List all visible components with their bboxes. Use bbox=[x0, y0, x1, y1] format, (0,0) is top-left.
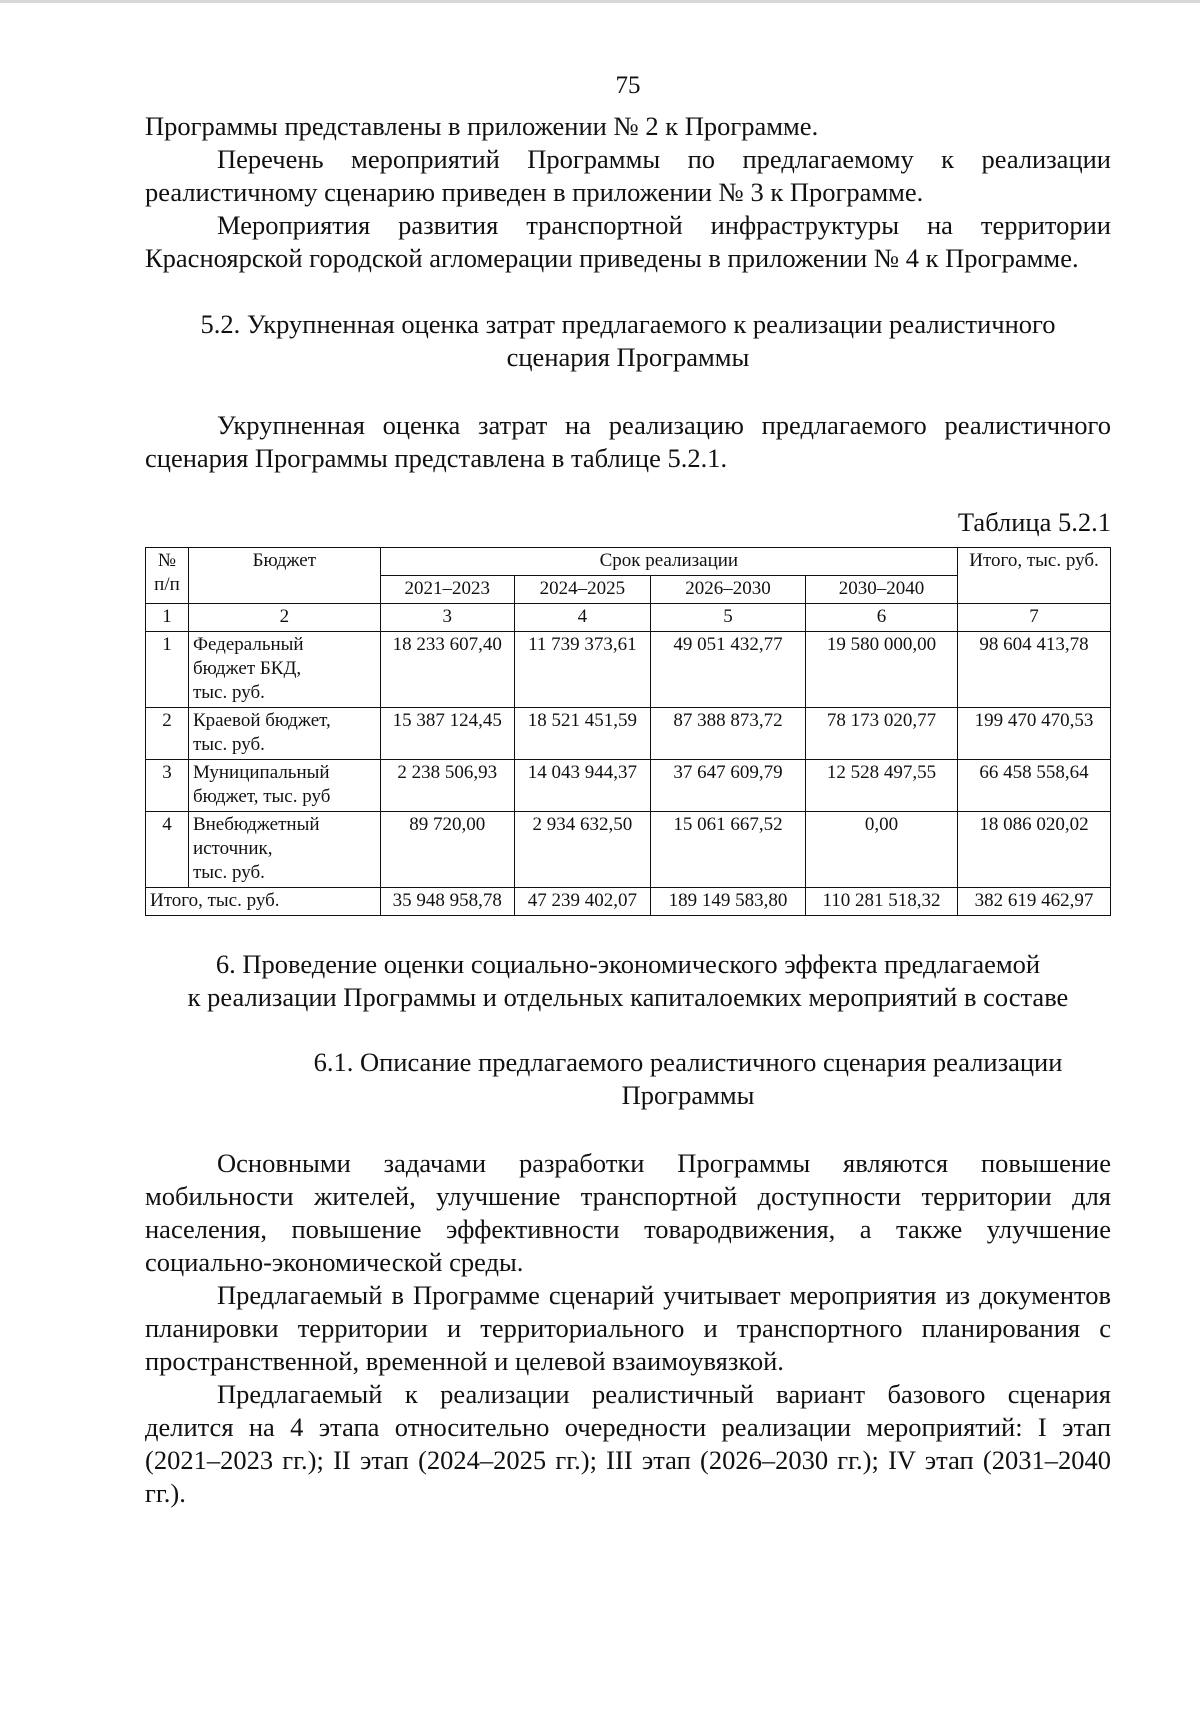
row-budget-name bbox=[188, 708, 380, 760]
row-budget-name-line: Муниципальный bbox=[192, 762, 330, 783]
row-total: 66 458 558,64 bbox=[958, 760, 1111, 812]
row-total: 98 604 413,78 bbox=[958, 632, 1111, 708]
index-cell: 1 bbox=[146, 604, 189, 632]
totals-label: Итого, тыс. руб. bbox=[146, 888, 381, 916]
header-period-4: 2030–2040 bbox=[806, 576, 958, 604]
index-cell: 3 bbox=[380, 604, 514, 632]
budget-table bbox=[145, 547, 1111, 916]
section-6-1-paragraph-2: Предлагаемый в Программе сценарий учитывает мероприятия из документов планировки территории и территориального и транспортного планирования с пространственной, временной и целевой взаимоувязкой. bbox=[145, 1280, 1111, 1376]
row-value: 15 061 667,52 bbox=[651, 812, 806, 888]
table-totals-row bbox=[146, 888, 1111, 916]
row-num: 3 bbox=[146, 760, 189, 812]
totals-value: 189 149 583,80 bbox=[651, 888, 806, 916]
row-value: 19 580 000,00 bbox=[806, 632, 958, 708]
index-cell: 5 bbox=[651, 604, 806, 632]
section-6-1-heading bbox=[145, 1046, 1111, 1112]
row-total: 18 086 020,02 bbox=[958, 812, 1111, 888]
section-6-heading bbox=[145, 948, 1111, 1014]
totals-value: 47 239 402,07 bbox=[514, 888, 650, 916]
row-num: 1 bbox=[146, 632, 189, 708]
header-budget: Бюджет bbox=[188, 548, 380, 604]
table-row bbox=[146, 708, 1111, 760]
section-5-2-heading-line2: сценария Программы bbox=[506, 342, 750, 372]
index-cell: 7 bbox=[958, 604, 1111, 632]
table-row bbox=[146, 812, 1111, 888]
section-6-1-heading-line2: Программы bbox=[621, 1080, 755, 1110]
header-period-1: 2021–2023 bbox=[380, 576, 514, 604]
row-value: 11 739 373,61 bbox=[514, 632, 650, 708]
row-value: 0,00 bbox=[806, 812, 958, 888]
row-value: 87 388 873,72 bbox=[651, 708, 806, 760]
row-budget-name-line: Федеральный bbox=[192, 634, 304, 655]
row-budget-name-line: Краевой бюджет, bbox=[192, 710, 331, 731]
section-5-2-heading bbox=[145, 308, 1111, 374]
row-budget-name-line: источник, bbox=[192, 838, 273, 859]
index-cell: 4 bbox=[514, 604, 650, 632]
totals-value: 35 948 958,78 bbox=[380, 888, 514, 916]
section-6-1-paragraph-3: Предлагаемый к реализации реалистичный вариант базового сценария делится на 4 этапа относительно очередности реализации мероприятий: I этап (2021–2023 гг.); II этап (2024–2025 гг.); III этап (2026–2030 гг.); IV этап (2031–2040 гг.). bbox=[145, 1379, 1111, 1508]
row-total: 199 470 470,53 bbox=[958, 708, 1111, 760]
row-budget-name-line: бюджет, тыс. руб bbox=[192, 786, 331, 807]
section-5-2-heading-line1: 5.2. Укрупненная оценка затрат предлагаемого к реализации реалистичного bbox=[200, 309, 1056, 339]
row-value: 78 173 020,77 bbox=[806, 708, 958, 760]
row-num: 4 bbox=[146, 812, 189, 888]
intro-paragraph-2: Перечень мероприятий Программы по предлагаемому к реализации реалистичному сценарию приведен в приложении № 3 к Программе. bbox=[145, 144, 1111, 207]
totals-value: 110 281 518,32 bbox=[806, 888, 958, 916]
top-rule bbox=[0, 0, 1200, 3]
table-caption: Таблица 5.2.1 bbox=[957, 507, 1111, 537]
header-period: Срок реализации bbox=[380, 548, 957, 576]
section-6-heading-line1: 6. Проведение оценки социально-экономического эффекта предлагаемой bbox=[215, 949, 1041, 979]
intro-paragraph-3: Мероприятия развития транспортной инфраструктуры на территории Красноярской городской агломерации приведены в приложении № 4 к Программе. bbox=[145, 210, 1111, 273]
row-budget-name-line: тыс. руб. bbox=[192, 734, 265, 755]
section-6-heading-line2: к реализации Программы и отдельных капиталоемких мероприятий в составе bbox=[187, 982, 1069, 1012]
row-budget-name-line: бюджет БКД, bbox=[192, 658, 302, 679]
row-value: 2 238 506,93 bbox=[380, 760, 514, 812]
row-value: 49 051 432,77 bbox=[651, 632, 806, 708]
row-value: 15 387 124,45 bbox=[380, 708, 514, 760]
row-budget-name-line: тыс. руб. bbox=[192, 862, 265, 883]
header-period-2: 2024–2025 bbox=[514, 576, 650, 604]
row-budget-name bbox=[188, 812, 380, 888]
row-budget-name bbox=[188, 760, 380, 812]
row-value: 18 233 607,40 bbox=[380, 632, 514, 708]
table-row bbox=[146, 632, 1111, 708]
section-6-1-heading-line1: 6.1. Описание предлагаемого реалистичного сценария реализации bbox=[313, 1047, 1063, 1077]
header-total: Итого, тыс. руб. bbox=[958, 548, 1111, 604]
totals-grand-total: 382 619 462,97 bbox=[958, 888, 1111, 916]
row-budget-name-line: Внебюджетный bbox=[192, 814, 320, 835]
section-6-1-paragraph-1: Основными задачами разработки Программы являются повышение мобильности жителей, улучшение транспортной доступности территории для населения, повышение эффективности товародвижения, а также улучшение социально-экономической среды. bbox=[145, 1148, 1111, 1277]
document-page bbox=[145, 60, 1111, 1510]
header-period-3: 2026–2030 bbox=[651, 576, 806, 604]
row-value: 2 934 632,50 bbox=[514, 812, 650, 888]
row-value: 12 528 497,55 bbox=[806, 760, 958, 812]
page-number: 75 bbox=[615, 72, 641, 99]
table-index-row bbox=[146, 604, 1111, 632]
index-cell: 2 bbox=[188, 604, 380, 632]
index-cell: 6 bbox=[806, 604, 958, 632]
table-row bbox=[146, 760, 1111, 812]
row-value: 18 521 451,59 bbox=[514, 708, 650, 760]
header-num: № п/п bbox=[146, 548, 189, 604]
row-value: 14 043 944,37 bbox=[514, 760, 650, 812]
row-num: 2 bbox=[146, 708, 189, 760]
section-5-2-paragraph: Укрупненная оценка затрат на реализацию предлагаемого реалистичного сценария Программы представлена в таблице 5.2.1. bbox=[145, 410, 1111, 473]
row-value: 89 720,00 bbox=[380, 812, 514, 888]
row-value: 37 647 609,79 bbox=[651, 760, 806, 812]
table-header-row bbox=[146, 548, 1111, 576]
row-budget-name-line: тыс. руб. bbox=[192, 682, 265, 703]
intro-paragraph-1: Программы представлены в приложении № 2 к Программе. bbox=[145, 111, 819, 141]
row-budget-name bbox=[188, 632, 380, 708]
